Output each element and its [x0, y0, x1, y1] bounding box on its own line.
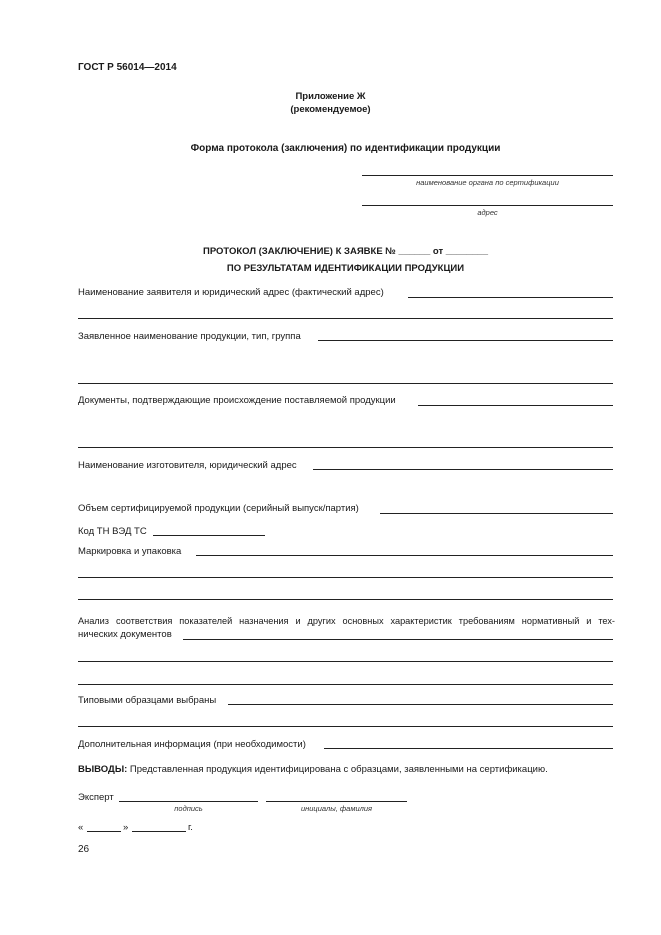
date-open-quote: «: [78, 822, 84, 833]
documents-line[interactable]: [418, 405, 613, 406]
conclusions: [78, 764, 548, 776]
tn-ved-label: Код ТН ВЭД ТС: [78, 526, 147, 537]
analysis-label-line1: Анализ соответствия показателей назначения и других основных характеристик требованиям нормативный и тех-: [78, 616, 615, 626]
volume-line[interactable]: [380, 513, 613, 514]
initials-caption: инициалы, фамилия: [300, 804, 373, 813]
org-address-line[interactable]: [362, 205, 613, 206]
date-close-quote: »: [123, 822, 129, 833]
marking-label: Маркировка и упаковка: [78, 546, 182, 557]
initials-line[interactable]: [266, 801, 407, 802]
protocol-heading: ПРОТОКОЛ (ЗАКЛЮЧЕНИЕ) К ЗАЯВКЕ № ______ от ________: [203, 246, 488, 257]
samples-line[interactable]: [228, 704, 613, 705]
samples-label: Типовыми образцами выбраны: [78, 695, 217, 706]
form-title: Форма протокола (заключения) по идентификации продукции: [190, 143, 501, 154]
product-line[interactable]: [318, 340, 613, 341]
appendix-title: Приложение Ж: [295, 91, 366, 102]
additional-line[interactable]: [324, 748, 613, 749]
page-number: 26: [78, 844, 90, 855]
analysis-label-line2: нических документов: [78, 629, 172, 640]
applicant-line-2[interactable]: [78, 318, 613, 319]
standard-number: ГОСТ Р 56014—2014: [78, 62, 177, 73]
conclusions-label: ВЫВОДЫ:: [78, 764, 128, 775]
appendix-subtitle: (рекомендуемое): [290, 104, 371, 115]
signature-line[interactable]: [119, 801, 258, 802]
date-month-line[interactable]: [132, 831, 186, 832]
date-year-suffix: г.: [188, 822, 193, 833]
tn-ved-line[interactable]: [153, 535, 265, 536]
org-name-line[interactable]: [362, 175, 613, 176]
org-address-caption: адрес: [477, 208, 498, 217]
applicant-label: Наименование заявителя и юридический адрес (фактический адрес): [78, 287, 384, 298]
manufacturer-line[interactable]: [313, 469, 613, 470]
manufacturer-label: Наименование изготовителя, юридический адрес: [78, 460, 297, 471]
analysis-line-2[interactable]: [78, 661, 613, 662]
product-line-2[interactable]: [78, 383, 613, 384]
product-label: Заявленное наименование продукции, тип, группа: [78, 331, 301, 342]
additional-label: Дополнительная информация (при необходимости): [78, 739, 306, 750]
applicant-line[interactable]: [408, 297, 613, 298]
marking-line[interactable]: [196, 555, 613, 556]
analysis-line-3[interactable]: [78, 684, 613, 685]
samples-line-2[interactable]: [78, 726, 613, 727]
marking-line-2[interactable]: [78, 577, 613, 578]
expert-label: Эксперт: [78, 792, 114, 803]
documents-label: Документы, подтверждающие происхождение поставляемой продукции: [78, 395, 396, 406]
signature-caption: подпись: [174, 804, 203, 813]
documents-line-2[interactable]: [78, 447, 613, 448]
marking-line-3[interactable]: [78, 599, 613, 600]
protocol-subheading: ПО РЕЗУЛЬТАТАМ ИДЕНТИФИКАЦИИ ПРОДУКЦИИ: [226, 263, 465, 274]
volume-label: Объем сертифицируемой продукции (серийный выпуск/партия): [78, 503, 359, 514]
analysis-line[interactable]: [183, 639, 613, 640]
date-day-line[interactable]: [87, 831, 121, 832]
org-name-caption: наименование органа по сертификации: [416, 178, 559, 187]
conclusions-text: Представленная продукция идентифицирована с образцами, заявленными на сертификацию.: [127, 764, 548, 775]
